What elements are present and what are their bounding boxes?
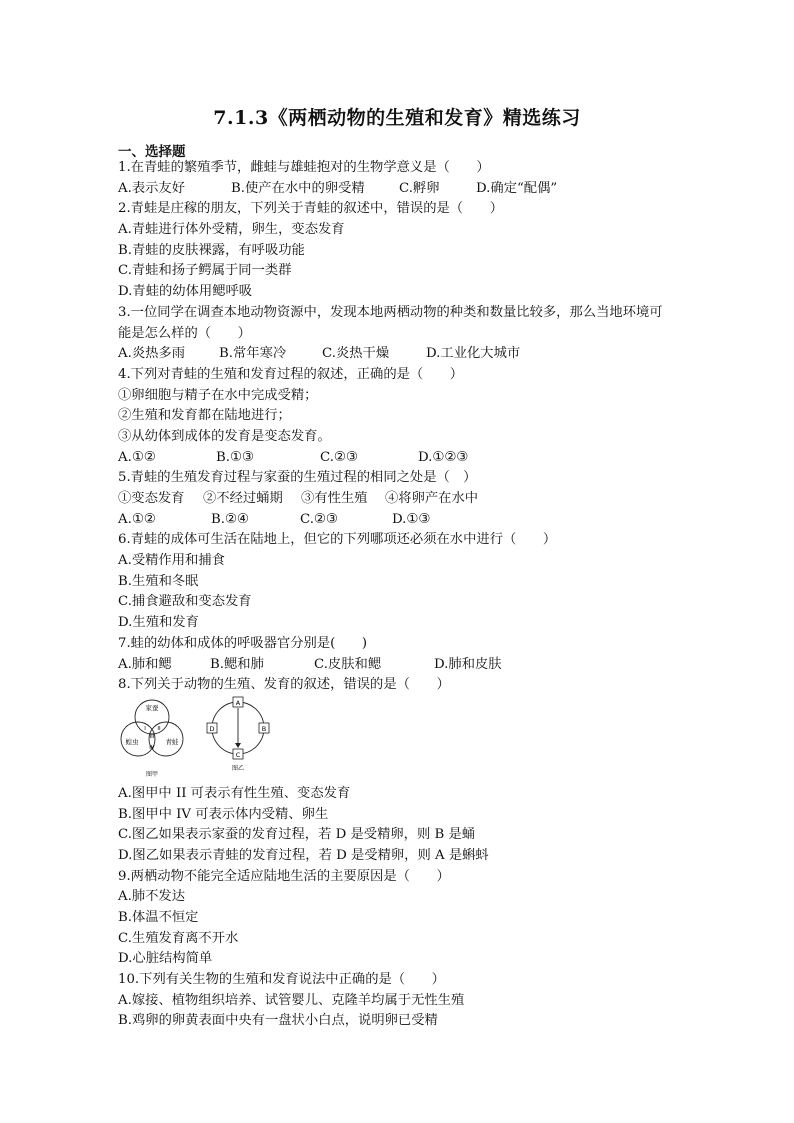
option-a: A.图甲中 II 可表示有性生殖、变态发育: [118, 785, 351, 801]
venn-region-3: III: [149, 733, 155, 740]
page-title: 7.1.3《两栖动物的生殖和发育》精选练习: [213, 107, 581, 129]
option-a: A.受精作用和捕食: [118, 553, 225, 569]
option-d: D.青蛙的幼体用鳃呼吸: [118, 284, 253, 300]
option-b: B.①③: [216, 449, 254, 465]
question-5-stem: 5.青蛙的生殖发育过程与家蚕的生殖过程的相同之处是（ ）: [118, 470, 477, 486]
option-b: B.图甲中 IV 可表示体内受精、卵生: [118, 806, 329, 822]
option-a: A.①②: [118, 511, 156, 527]
venn-label-right: 青蛙: [165, 737, 179, 746]
option-d: D.确定“配偶”: [476, 180, 558, 196]
question-4-stem: 4.下列对青蛙的生殖和发育过程的叙述，正确的是（ ）: [118, 366, 464, 382]
question-3-options: [118, 344, 698, 365]
option-a: A.肺和鳃: [118, 656, 172, 672]
option-b: B.常年寒冷: [219, 346, 287, 362]
option-b: B.鳃和肺: [210, 656, 264, 672]
question-2-stem: 2.青蛙是庄稼的朋友，下列关于青蛙的叙述中，错误的是（ ）: [118, 201, 503, 217]
question-3-stem-cont: 能是怎么样的（ ）: [118, 325, 251, 341]
statement-1: ①变态发育: [118, 491, 185, 506]
option-b: B.生殖和冬眠: [118, 573, 199, 589]
question-3-stem: 3.一位同学在调查本地动物资源中，发现本地两栖动物的种类和数量比较多，那么当地环境可: [118, 304, 663, 320]
figure-caption-b: 图乙: [231, 764, 245, 772]
option-a: A.表示友好: [118, 180, 186, 196]
cycle-arrow-head: [235, 743, 241, 748]
option-b: B.体温不恒定: [118, 910, 199, 925]
statement-2: ②生殖和发育都在陆地进行；: [118, 408, 291, 424]
question-1-options: [118, 179, 698, 200]
node-a: A: [235, 698, 241, 707]
question-9-stem: 9.两栖动物不能完全适应陆地生活的主要原因是（ ）: [118, 868, 450, 884]
statement-4: ④将卵产在水中: [385, 491, 479, 506]
question-5-options: [118, 510, 698, 531]
option-c: C.青蛙和扬子鳄属于同一类群: [118, 263, 292, 279]
statement-1: ①卵细胞与精子在水中完成受精；: [118, 387, 318, 403]
question-8-figures: [118, 696, 698, 784]
option-b: B.青蛙的皮肤裸露，有呼吸功能: [118, 242, 305, 258]
option-a: A.青蛙进行体外受精，卵生，变态发育: [118, 222, 345, 238]
option-d: D.工业化大城市: [426, 346, 521, 362]
section-heading: 一、选择题: [118, 144, 186, 160]
option-c: C.②③: [320, 449, 358, 465]
question-1-stem: 1.在青蛙的繁殖季节，雌蛙与雄蛙抱对的生物学意义是（ ）: [118, 160, 490, 175]
question-10-stem: 10.下列有关生物的生殖和发育说法中正确的是（ ）: [118, 972, 445, 988]
question-7-options: [118, 655, 698, 676]
figure-diagrams: [118, 696, 318, 784]
option-c: C.图乙如果表示家蚕的发育过程，若 D 是受精卵，则 B 是蛹: [118, 827, 476, 843]
option-b: B.②④: [211, 511, 249, 527]
option-a: A.①②: [118, 449, 156, 465]
option-d: D.心脏结构简单: [118, 951, 213, 967]
question-7-stem: 7.蛙的幼体和成体的呼吸器官分别是( ): [118, 635, 368, 651]
node-c: C: [235, 750, 241, 759]
option-c: C.②③: [300, 511, 338, 527]
option-c: C.皮肤和鳃: [314, 656, 382, 672]
option-d: D.①②③: [418, 449, 469, 465]
statement-3: ③有性生殖: [301, 491, 368, 506]
statement-2: ②不经过蛹期: [203, 491, 283, 506]
option-c: C.炎热干燥: [322, 346, 390, 362]
venn-region-4: IV: [149, 744, 155, 751]
question-4-options: [118, 448, 698, 469]
node-d: D: [209, 724, 215, 733]
venn-label-top: 家蚕: [145, 703, 159, 712]
question-8-stem: 8.下列关于动物的生殖、发育的叙述，错误的是（ ）: [118, 677, 450, 693]
option-a: A.肺不发达: [118, 889, 186, 905]
cycle-diagram: [207, 697, 269, 772]
venn-label-left: 蝗虫: [125, 737, 139, 746]
node-b: B: [261, 724, 267, 733]
venn-region-1: I: [144, 725, 146, 732]
option-d: D.生殖和发育: [118, 615, 199, 631]
statement-3: ③从幼体到成体的发育是变态发育。: [118, 428, 331, 444]
venn-region-2: II: [157, 725, 161, 732]
figure-caption-a: 图甲: [145, 770, 159, 778]
option-a: A.炎热多雨: [118, 346, 186, 362]
option-c: C.孵卵: [399, 180, 440, 196]
question-5-statements: [118, 489, 698, 510]
option-c: C.捕食避敌和变态发育: [118, 594, 252, 610]
option-b: B.鸡卵的卵黄表面中央有一盘状小白点，说明卵已受精: [118, 1013, 438, 1029]
option-c: C.生殖发育离不开水: [118, 930, 239, 946]
question-6-stem: 6.青蛙的成体可生活在陆地上，但它的下列哪项还必须在水中进行（ ）: [118, 532, 557, 548]
option-a: A.嫁接、植物组织培养、试管婴儿、克隆羊均属于无性生殖: [118, 992, 465, 1008]
question-list: [118, 158, 698, 1032]
option-d: D.肺和皮肤: [434, 656, 502, 672]
option-d: D.图乙如果表示青蛙的发育过程，若 D 是受精卵，则 A 是蝌蚪: [118, 847, 489, 863]
option-b: B.使产在水中的卵受精: [231, 180, 365, 196]
venn-diagram: [121, 700, 183, 778]
option-d: D.①③: [392, 511, 431, 527]
